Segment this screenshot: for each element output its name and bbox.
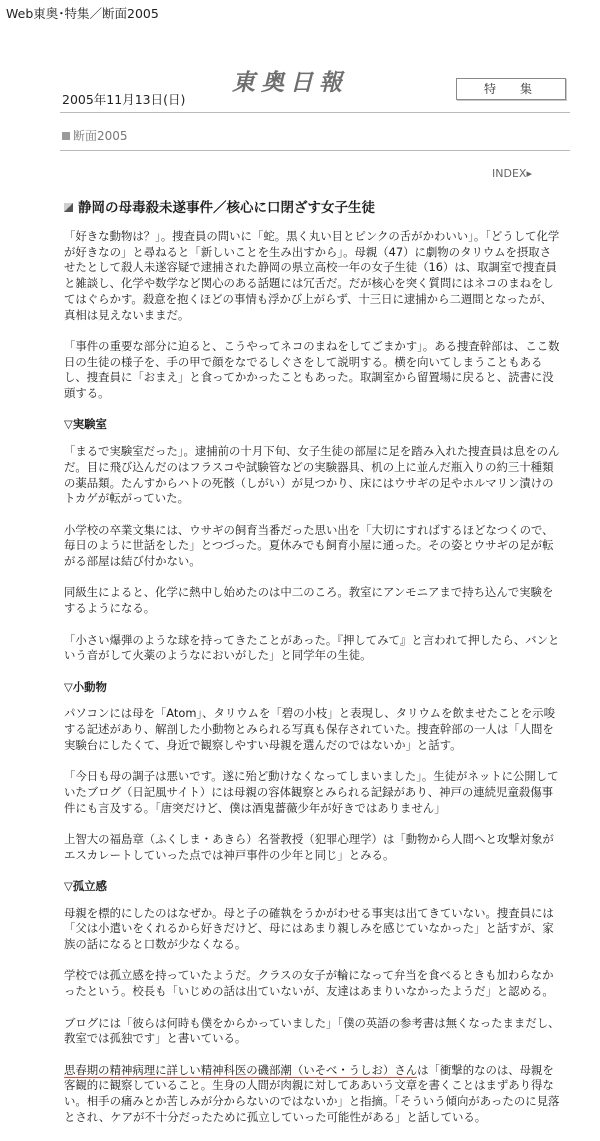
paragraph: パソコンには母を「Atom」、タリウムを「碧の小枝」と表現し、タリウムを飲ませたことを示唆する記述があり、解剖した小動物とみられる写真も保存されていた。捜査幹部の一人は「人間を実験台にしたくて、身近で観察しやすい母親を選んだのではないか」と話す。 bbox=[64, 706, 555, 752]
paragraph: 小学校の卒業文集には、ウサギの飼育当番だった思い出を「大切にすればするほどなつくので、毎日のように世話をした」とつづった。夏休みでも飼育小屋に通った。その姿とウサギの足が転がる部屋は結び付かない。 bbox=[64, 522, 554, 569]
paragraph: 上智大の福島章（ふくしま・あきら）名誉教授（犯罪心理学）は「動物から人間へと攻撃対象がエスカレートしていった点では神戸事件の少年と同じ」とみる。 bbox=[64, 831, 554, 862]
article-title-text: 静岡の母毒殺未遂事件／核心に口閉ざす女子生徒 bbox=[78, 200, 375, 216]
paragraph bbox=[64, 1063, 562, 1126]
paragraph: 「小さい爆弾のような球を持ってきたことがあった。『押してみて』と言われて押したら、バンという音がして火薬のようなにおいがした」と同学年の生徒。 bbox=[64, 632, 560, 663]
title-marker-icon bbox=[64, 203, 73, 212]
series-divider bbox=[60, 150, 570, 151]
series-label[interactable] bbox=[62, 127, 128, 144]
section-tab[interactable]: 特 集 bbox=[456, 78, 566, 100]
paragraph: 「好きな動物は？」。捜査員の問いに「蛇。黒く丸い目とピンクの舌がかわいい」。「どうして化学が好きなの」と尋ねると「新しいことを生み出すから」。母親（47）に劇物のタリウムを摂取させたとして殺人未遂容疑で逮捕された静岡の県立高校一年の女子生徒（16）は、取調室で捜査員と雑談し、化学や数学など関心のある話題には冗舌だ。だが核心を突く質問にはネコのまねをしてはぐらかす。殺意を抱くほどの事情も浮かび上がらず、十三日に逮捕から二週間となったが、真相は見えないままだ。 bbox=[64, 229, 560, 322]
index-link-text: INDEX bbox=[492, 167, 527, 180]
article-title bbox=[64, 196, 375, 216]
subheading: ▽孤立感 bbox=[64, 878, 107, 893]
paragraph: 「今日も母の調子は悪いです。遂に殆ど動けなくなってしまいました」。生徒がネットに公開していたブログ（日記風サイト）には母親の容体観察とみられる記録があり、神戸の連続児童殺傷事件にも言及する。「唐突だけど、僕は酒鬼薔薇少年が好きではありません」 bbox=[64, 769, 559, 815]
triangle-right-icon: ▸ bbox=[526, 167, 532, 180]
paragraph-text: は「衝撃的なのは、母親を客観的に観察していること。生身の人間が肉親に対してああいう文章を書くことはまずあり得ない。相手の痛みとか苦しみが分からないのではないか」と指摘。「そういう傾向があったのに見落とされ、ケアが不十分だったために孤立していった可能性がある」と話している。 bbox=[64, 1062, 560, 1124]
breadcrumb[interactable]: Web東奥･特集／断面2005 bbox=[6, 6, 159, 21]
index-link[interactable] bbox=[492, 167, 532, 180]
article-body bbox=[64, 229, 562, 1141]
series-label-text: 断面2005 bbox=[73, 129, 128, 143]
publish-date: 2005年11月13日(日) bbox=[62, 92, 186, 107]
paragraph: 学校では孤立感を持っていたようだ。クラスの女子が輪になって弁当を食べるときも加わらなかったという。校長も「いじめの話は出ていないが、友達はあまりいなかったようだ」と認める。 bbox=[64, 968, 554, 999]
paragraph: 「事件の重要な部分に迫ると、こうやってネコのまねをしてごまかす」。ある捜査幹部は、ここ数日の生徒の様子を、手の甲で顔をなでるしぐさをして説明する。横を向いてしまうこともあるし、捜査員に「おまえ」と食ってかかったこともあった。取調室から留置場に戻ると、読書に没頭する。 bbox=[64, 338, 560, 401]
paragraph: 母親を標的にしたのはなぜか。母と子の確執をうかがわせる事実は出てきていない。捜査員には「父は小遣いをくれるから好きだけど、母にはあまり親しみを感じていなかった」と話すが、家族の話になると口数が少なくなる。 bbox=[64, 905, 554, 952]
newspaper-logo: 東奥日報 bbox=[232, 69, 348, 96]
subheading: ▽小動物 bbox=[64, 679, 107, 694]
subheading: ▽実験室 bbox=[64, 417, 107, 432]
paragraph: 「まるで実験室だった」。逮捕前の十月下旬、女子生徒の部屋に足を踏み入れた捜査員は息をのんだ。目に飛び込んだのはフラスコや試験管などの実験器具、机の上に並んだ瓶入りの約三十種類の薬品類。たんすからハトの死骸（しがい）が見つかり、床にはウサギの足やホルマリン漬けのトカゲが転がっていた。 bbox=[64, 444, 560, 506]
paragraph: ブログには「彼らは何時も僕をからかっていました」「僕の英語の参考書は無くなったままだし、教室では孤独です」と書いている。 bbox=[64, 1015, 560, 1046]
highlighted-text: 思春期の精神病理に詳しい精神科医の磯部潮（いそべ・うしお）さん bbox=[64, 1062, 418, 1077]
square-bullet-icon bbox=[62, 132, 70, 140]
paragraph: 同級生によると、化学に熱中し始めたのは中二のころ。教室にアンモニアまで持ち込んで実験をするようになる。 bbox=[64, 585, 554, 616]
header-divider bbox=[60, 112, 570, 113]
